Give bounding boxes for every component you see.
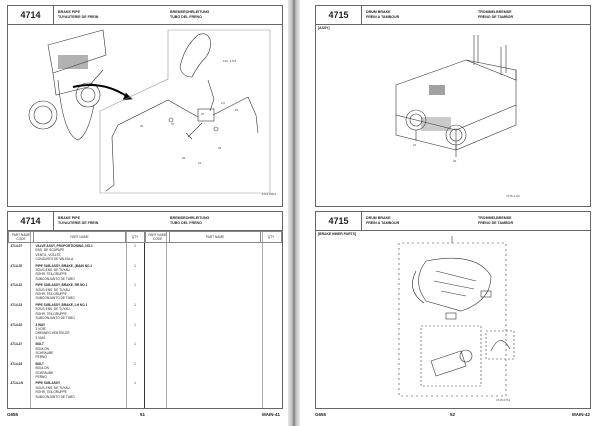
table-row: 4714-07 VALVE ASSY, PROPORTIONING, NO.1 ENS. DE SOUPAPE VENTIL, VOLLST. CONJUNTO DE VALVULA 1 bbox=[10, 244, 136, 262]
callout-ln: LN bbox=[221, 101, 225, 105]
title-fr: TUYAUTERIE DE FREIN bbox=[58, 15, 99, 19]
drum-brake-assy-diagram bbox=[316, 25, 590, 205]
figure-id: 4715-1.00 bbox=[506, 194, 520, 198]
table-row: 4714-47 BOLT BOULON SCHRAUBE PERNO 1 bbox=[10, 342, 136, 360]
col-part-name-code: PART NAME CODE bbox=[9, 232, 34, 243]
table-row: 4714-LN PIPE SUB-ASSY SOUS-ENS. DE TUYAU ROHR, TEILGRUPPE SUBCONJUNTO DE TUBO 1 bbox=[10, 381, 136, 399]
callout-03: 03 bbox=[218, 146, 222, 150]
parts-table-right bbox=[145, 231, 282, 243]
footer-ref: MAIN-41 bbox=[262, 412, 281, 417]
table-row: 4714-02 3 WAY 3 VOIE DREIWEG-VENTEILER 3 VIAS 1 bbox=[10, 322, 136, 340]
brake-pipe-diagram-panel bbox=[7, 5, 283, 207]
table-row: 4714-20 PIPE SUB-ASSY, BRAKE, (MAIN NO.1 SOUS-ENS. DE TUYAU ROHR, TEILGRUPPE SUBCONJUNTO DE TUBO 1 bbox=[10, 263, 136, 281]
title-en: BRAKE PIPE bbox=[58, 216, 80, 220]
title-de: TROMMELBREMSE bbox=[478, 216, 512, 220]
callout-02: 02 bbox=[453, 159, 457, 163]
section-number: 4715 bbox=[316, 212, 362, 230]
callout-47: 47 bbox=[171, 122, 175, 126]
brake-pipe-exploded-diagram bbox=[8, 25, 282, 205]
section-header bbox=[8, 6, 282, 25]
section-header bbox=[316, 212, 590, 231]
brake-inner-parts-diagram bbox=[316, 231, 590, 407]
title-es: FRENO DE TAMBOR bbox=[478, 15, 514, 19]
callout-02: 02 bbox=[182, 156, 186, 160]
title-es: FRENO DE TAMBOR bbox=[478, 221, 514, 225]
title-de: BREMSROHRLEITUNG bbox=[170, 216, 210, 220]
col-part-name-code: PART NAME CODE bbox=[146, 232, 170, 243]
col-part-name: PART NAME bbox=[34, 232, 126, 243]
title-de: TROMMELBREMSE bbox=[478, 10, 512, 14]
footer-ref: MAIN-42 bbox=[572, 412, 591, 417]
title-es: TUBO DEL FRENO bbox=[170, 15, 202, 19]
brake-pipe-parts-list-panel bbox=[7, 211, 283, 409]
footer-model: G655 bbox=[7, 412, 19, 417]
footer-page-number: 52 bbox=[450, 412, 456, 417]
callout-07: 07 bbox=[201, 112, 205, 116]
left-page bbox=[0, 0, 288, 426]
title-en: DRUM BRAKE bbox=[366, 10, 391, 14]
callout-20: 20 bbox=[140, 124, 144, 128]
title-fr: FREIN A TAMBOUR bbox=[366, 15, 400, 19]
col-qty: QTY bbox=[261, 232, 282, 243]
brake-inner-parts-panel bbox=[315, 211, 591, 409]
subheading: [ASSY] bbox=[318, 26, 330, 30]
title-fr: FREIN A TAMBOUR bbox=[366, 221, 400, 225]
col-part-name: PART NAME bbox=[170, 232, 261, 243]
section-header bbox=[316, 6, 590, 25]
title-en: BRAKE PIPE bbox=[58, 10, 80, 14]
section-header bbox=[8, 212, 282, 231]
right-page bbox=[300, 0, 600, 426]
section-number: 4715 bbox=[316, 6, 362, 24]
col-qty: QTY bbox=[126, 232, 145, 243]
title-es: TUBO DEL FRENO bbox=[170, 221, 202, 225]
footer-page-number: 51 bbox=[140, 412, 146, 417]
parts-table-left bbox=[8, 231, 145, 400]
page-gutter bbox=[288, 0, 300, 426]
title-de: BREMSROHRLEITUNG bbox=[170, 10, 210, 14]
table-row: 4714-23 PIPE SUB-ASSY, BRAKE, LH NO.1 SOUS-ENS. DE TUYAU ROHR, TEILGRUPPE SUBCONJUNTO DE TUBO 1 bbox=[10, 302, 136, 321]
footer-model: G655 bbox=[315, 412, 327, 417]
figure-id: 4715-0713 bbox=[496, 398, 511, 402]
callout-01: 01 bbox=[413, 143, 417, 147]
table-row: 4714-22 PIPE SUB-ASSY, BRAKE, RR NO.1 SOUS-ENS. DE TUYAU ROHR, TEILGRUPPE SUBCONJUNTO DE TUBO 1 bbox=[10, 283, 136, 301]
callout-22: 22 bbox=[235, 108, 239, 112]
section-number: 4714 bbox=[8, 6, 54, 24]
section-number: 4714 bbox=[8, 212, 54, 230]
callout-fig-4715: FIG. 4715 bbox=[223, 59, 237, 63]
title-fr: TUYAUTERIE DE FREIN bbox=[58, 221, 99, 225]
callout-21: 21 bbox=[198, 161, 202, 165]
subheading: [BRAKE INNER PARTS] bbox=[318, 232, 356, 236]
figure-id: 4714-0004 bbox=[261, 192, 276, 196]
title-en: DRUM BRAKE bbox=[366, 216, 391, 220]
drum-brake-assy-panel bbox=[315, 5, 591, 207]
table-row: 4714-03 BOLT BOULON SCHRAUBE PERNO 1 bbox=[10, 361, 136, 379]
